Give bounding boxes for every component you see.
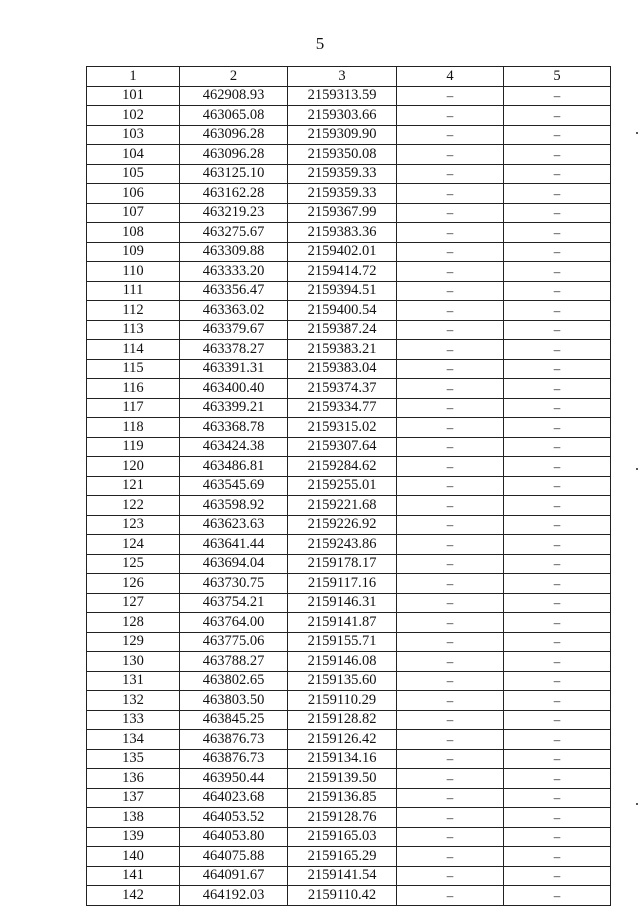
- table-cell: 2159400.54: [288, 301, 397, 321]
- table-cell: 2159146.08: [288, 652, 397, 672]
- table-cell: 463641.44: [180, 535, 288, 555]
- table-cell: 2159383.21: [288, 340, 397, 360]
- table-row: [87, 730, 611, 750]
- table-cell: 2159136.85: [288, 788, 397, 808]
- table-cell: 108: [87, 223, 180, 243]
- table-cell: –: [397, 847, 504, 867]
- table-row: [87, 554, 611, 574]
- table-cell: 464053.80: [180, 827, 288, 847]
- table-cell: 127: [87, 593, 180, 613]
- table-cell: –: [504, 613, 611, 633]
- table-row: [87, 515, 611, 535]
- column-header: 1: [87, 67, 180, 87]
- table-cell: 142: [87, 886, 180, 906]
- table-row: [87, 476, 611, 496]
- table-cell: –: [397, 125, 504, 145]
- table-cell: 101: [87, 86, 180, 106]
- table-cell: 109: [87, 242, 180, 262]
- table-cell: –: [397, 788, 504, 808]
- column-header: 4: [397, 67, 504, 87]
- table-cell: –: [397, 866, 504, 886]
- table-cell: –: [397, 379, 504, 399]
- table-cell: 463356.47: [180, 281, 288, 301]
- table-cell: –: [504, 554, 611, 574]
- column-header: 5: [504, 67, 611, 87]
- table-row: [87, 437, 611, 457]
- table-cell: –: [504, 730, 611, 750]
- table-row: [87, 613, 611, 633]
- table-cell: 2159226.92: [288, 515, 397, 535]
- table-cell: –: [504, 535, 611, 555]
- table-cell: –: [504, 184, 611, 204]
- table-cell: –: [504, 593, 611, 613]
- table-cell: 133: [87, 710, 180, 730]
- table-cell: 2159374.37: [288, 379, 397, 399]
- table-cell: 463876.73: [180, 749, 288, 769]
- table-cell: –: [504, 769, 611, 789]
- table-cell: 137: [87, 788, 180, 808]
- table-cell: 463379.67: [180, 320, 288, 340]
- table-cell: –: [504, 671, 611, 691]
- table-cell: 2159383.04: [288, 359, 397, 379]
- table-cell: –: [504, 301, 611, 321]
- table-cell: 463400.40: [180, 379, 288, 399]
- table-cell: –: [504, 574, 611, 594]
- scan-speck: [636, 132, 638, 134]
- table-cell: 463764.00: [180, 613, 288, 633]
- table-cell: –: [504, 281, 611, 301]
- table-cell: 117: [87, 398, 180, 418]
- table-cell: –: [397, 340, 504, 360]
- coordinates-table: [86, 66, 611, 906]
- table-cell: –: [397, 808, 504, 828]
- table-cell: 110: [87, 262, 180, 282]
- table-cell: 463399.21: [180, 398, 288, 418]
- table-cell: 114: [87, 340, 180, 360]
- table-row: [87, 281, 611, 301]
- table-cell: 463730.75: [180, 574, 288, 594]
- table-cell: 106: [87, 184, 180, 204]
- table-cell: 463950.44: [180, 769, 288, 789]
- table-cell: –: [504, 320, 611, 340]
- table-body: [87, 86, 611, 905]
- table-row: [87, 593, 611, 613]
- table-cell: 463845.25: [180, 710, 288, 730]
- table-cell: 2159146.31: [288, 593, 397, 613]
- table-cell: 124: [87, 535, 180, 555]
- table-cell: –: [397, 301, 504, 321]
- table-row: [87, 788, 611, 808]
- table-cell: –: [504, 710, 611, 730]
- table-cell: –: [397, 203, 504, 223]
- table-cell: 119: [87, 437, 180, 457]
- table-cell: –: [504, 418, 611, 438]
- table-cell: 463486.81: [180, 457, 288, 477]
- table-cell: 2159307.64: [288, 437, 397, 457]
- table-cell: –: [397, 262, 504, 282]
- table-cell: 2159110.42: [288, 886, 397, 906]
- table-row: [87, 301, 611, 321]
- table-cell: 464192.03: [180, 886, 288, 906]
- table-cell: –: [504, 749, 611, 769]
- table-cell: 463775.06: [180, 632, 288, 652]
- table-cell: 2159165.29: [288, 847, 397, 867]
- table-row: [87, 827, 611, 847]
- table-cell: 126: [87, 574, 180, 594]
- table-cell: –: [504, 437, 611, 457]
- table-cell: –: [504, 359, 611, 379]
- table-cell: –: [397, 554, 504, 574]
- table-cell: 131: [87, 671, 180, 691]
- table-cell: 2159387.24: [288, 320, 397, 340]
- table-cell: 141: [87, 866, 180, 886]
- table-cell: 2159141.87: [288, 613, 397, 633]
- table-cell: 125: [87, 554, 180, 574]
- table-cell: 2159155.71: [288, 632, 397, 652]
- table-cell: 132: [87, 691, 180, 711]
- table-cell: –: [397, 535, 504, 555]
- table-cell: –: [504, 652, 611, 672]
- table-cell: 464053.52: [180, 808, 288, 828]
- table-cell: –: [397, 164, 504, 184]
- table-cell: 2159117.16: [288, 574, 397, 594]
- table-row: [87, 379, 611, 399]
- table-cell: –: [397, 652, 504, 672]
- table-cell: 115: [87, 359, 180, 379]
- table-cell: –: [504, 886, 611, 906]
- table-cell: 463545.69: [180, 476, 288, 496]
- table-row: [87, 652, 611, 672]
- table-cell: 2159309.90: [288, 125, 397, 145]
- table-cell: 463424.38: [180, 437, 288, 457]
- table-cell: –: [504, 691, 611, 711]
- table-cell: –: [397, 320, 504, 340]
- table-row: [87, 320, 611, 340]
- table-cell: –: [397, 281, 504, 301]
- table-cell: –: [504, 164, 611, 184]
- table-cell: 2159359.33: [288, 164, 397, 184]
- table-row: [87, 749, 611, 769]
- table-cell: 463802.65: [180, 671, 288, 691]
- table-cell: –: [397, 710, 504, 730]
- table-row: [87, 769, 611, 789]
- table-cell: –: [504, 827, 611, 847]
- table-cell: –: [397, 574, 504, 594]
- table-cell: –: [504, 847, 611, 867]
- table-cell: 2159139.50: [288, 769, 397, 789]
- table-cell: –: [397, 730, 504, 750]
- table-row: [87, 457, 611, 477]
- table-cell: –: [504, 203, 611, 223]
- table-row: [87, 710, 611, 730]
- table-cell: –: [504, 866, 611, 886]
- table-cell: –: [397, 613, 504, 633]
- table-cell: –: [397, 106, 504, 126]
- table-cell: 463065.08: [180, 106, 288, 126]
- table-cell: 2159359.33: [288, 184, 397, 204]
- table-cell: 112: [87, 301, 180, 321]
- table-cell: –: [504, 145, 611, 165]
- table-cell: 120: [87, 457, 180, 477]
- table-row: [87, 574, 611, 594]
- table-cell: –: [397, 457, 504, 477]
- table-cell: 129: [87, 632, 180, 652]
- table-cell: 113: [87, 320, 180, 340]
- table-cell: 2159141.54: [288, 866, 397, 886]
- table-cell: –: [504, 379, 611, 399]
- table-cell: 464091.67: [180, 866, 288, 886]
- table-row: [87, 808, 611, 828]
- table-cell: 105: [87, 164, 180, 184]
- table-cell: 102: [87, 106, 180, 126]
- table-cell: 128: [87, 613, 180, 633]
- table-cell: 464023.68: [180, 788, 288, 808]
- table-cell: 135: [87, 749, 180, 769]
- table-cell: 2159134.16: [288, 749, 397, 769]
- table-cell: 2159414.72: [288, 262, 397, 282]
- table-cell: 118: [87, 418, 180, 438]
- table-cell: 121: [87, 476, 180, 496]
- table-cell: 2159334.77: [288, 398, 397, 418]
- table-cell: 136: [87, 769, 180, 789]
- table-cell: –: [504, 632, 611, 652]
- table-cell: 463096.28: [180, 145, 288, 165]
- table-row: [87, 223, 611, 243]
- table-cell: –: [504, 496, 611, 516]
- table-cell: 463598.92: [180, 496, 288, 516]
- table-cell: –: [504, 242, 611, 262]
- table-cell: –: [397, 827, 504, 847]
- table-cell: 111: [87, 281, 180, 301]
- table-cell: 122: [87, 496, 180, 516]
- column-header: 3: [288, 67, 397, 87]
- table-cell: 463623.63: [180, 515, 288, 535]
- table-cell: 2159315.02: [288, 418, 397, 438]
- scan-speck: [636, 468, 638, 470]
- table-header-row: [87, 67, 611, 87]
- table-cell: –: [504, 340, 611, 360]
- table-cell: 134: [87, 730, 180, 750]
- table-cell: 2159303.66: [288, 106, 397, 126]
- table-row: [87, 145, 611, 165]
- page-number: 5: [315, 34, 325, 53]
- table-cell: –: [397, 398, 504, 418]
- table-cell: 2159313.59: [288, 86, 397, 106]
- table-cell: –: [504, 476, 611, 496]
- table-row: [87, 340, 611, 360]
- table-row: [87, 262, 611, 282]
- table-cell: 2159221.68: [288, 496, 397, 516]
- table-cell: 2159394.51: [288, 281, 397, 301]
- table-cell: 2159350.08: [288, 145, 397, 165]
- table-cell: 139: [87, 827, 180, 847]
- table-cell: 116: [87, 379, 180, 399]
- table-cell: –: [397, 223, 504, 243]
- table-cell: 463694.04: [180, 554, 288, 574]
- table-row: [87, 671, 611, 691]
- table-cell: –: [397, 691, 504, 711]
- table-cell: –: [504, 262, 611, 282]
- table-cell: 140: [87, 847, 180, 867]
- table-cell: 2159126.42: [288, 730, 397, 750]
- table-cell: –: [504, 457, 611, 477]
- table-cell: 130: [87, 652, 180, 672]
- table-cell: –: [504, 788, 611, 808]
- table-row: [87, 125, 611, 145]
- table-cell: 2159367.99: [288, 203, 397, 223]
- table-cell: –: [397, 437, 504, 457]
- table-row: [87, 164, 611, 184]
- table-cell: –: [397, 242, 504, 262]
- table-cell: –: [504, 125, 611, 145]
- table-cell: 2159128.76: [288, 808, 397, 828]
- table-cell: 138: [87, 808, 180, 828]
- table-cell: 104: [87, 145, 180, 165]
- table-cell: –: [397, 476, 504, 496]
- table-cell: –: [397, 145, 504, 165]
- table-cell: –: [397, 86, 504, 106]
- table-cell: –: [504, 808, 611, 828]
- table-cell: 463368.78: [180, 418, 288, 438]
- table-row: [87, 106, 611, 126]
- table-cell: 2159284.62: [288, 457, 397, 477]
- table-cell: –: [504, 223, 611, 243]
- table-cell: 2159255.01: [288, 476, 397, 496]
- table-cell: –: [504, 398, 611, 418]
- scan-speck: [636, 803, 638, 805]
- table-cell: 463391.31: [180, 359, 288, 379]
- table-cell: 464075.88: [180, 847, 288, 867]
- table-cell: 2159402.01: [288, 242, 397, 262]
- table-cell: –: [397, 515, 504, 535]
- table-cell: 463788.27: [180, 652, 288, 672]
- table-cell: –: [397, 593, 504, 613]
- table-row: [87, 86, 611, 106]
- table-cell: 463275.67: [180, 223, 288, 243]
- table-row: [87, 535, 611, 555]
- table-cell: –: [397, 671, 504, 691]
- table-cell: 2159178.17: [288, 554, 397, 574]
- table-cell: –: [397, 496, 504, 516]
- table-cell: –: [504, 106, 611, 126]
- table-cell: 107: [87, 203, 180, 223]
- table-row: [87, 184, 611, 204]
- table-row: [87, 691, 611, 711]
- table-cell: 463219.23: [180, 203, 288, 223]
- table-cell: 462908.93: [180, 86, 288, 106]
- table-cell: –: [397, 359, 504, 379]
- table-cell: 463096.28: [180, 125, 288, 145]
- table-cell: –: [397, 632, 504, 652]
- table-cell: 463125.10: [180, 164, 288, 184]
- table-cell: –: [504, 86, 611, 106]
- column-header: 2: [180, 67, 288, 87]
- table-cell: –: [397, 184, 504, 204]
- table-cell: –: [397, 418, 504, 438]
- table-cell: –: [397, 769, 504, 789]
- table-row: [87, 398, 611, 418]
- table-cell: –: [397, 886, 504, 906]
- table-cell: 463378.27: [180, 340, 288, 360]
- table-row: [87, 632, 611, 652]
- table-row: [87, 359, 611, 379]
- table-row: [87, 242, 611, 262]
- table-cell: 2159165.03: [288, 827, 397, 847]
- table-cell: 463309.88: [180, 242, 288, 262]
- table-cell: 2159243.86: [288, 535, 397, 555]
- table-cell: 463363.02: [180, 301, 288, 321]
- table-row: [87, 496, 611, 516]
- table-cell: 103: [87, 125, 180, 145]
- table-cell: 463162.28: [180, 184, 288, 204]
- table-row: [87, 418, 611, 438]
- table-cell: 123: [87, 515, 180, 535]
- table-cell: 2159135.60: [288, 671, 397, 691]
- table-cell: 2159383.36: [288, 223, 397, 243]
- table-row: [87, 203, 611, 223]
- table-cell: 2159128.82: [288, 710, 397, 730]
- table-cell: –: [504, 515, 611, 535]
- table-cell: –: [397, 749, 504, 769]
- table-cell: 463754.21: [180, 593, 288, 613]
- table-cell: 463333.20: [180, 262, 288, 282]
- table-cell: 463803.50: [180, 691, 288, 711]
- table-row: [87, 886, 611, 906]
- table-row: [87, 847, 611, 867]
- table-row: [87, 866, 611, 886]
- table-cell: 463876.73: [180, 730, 288, 750]
- table-cell: 2159110.29: [288, 691, 397, 711]
